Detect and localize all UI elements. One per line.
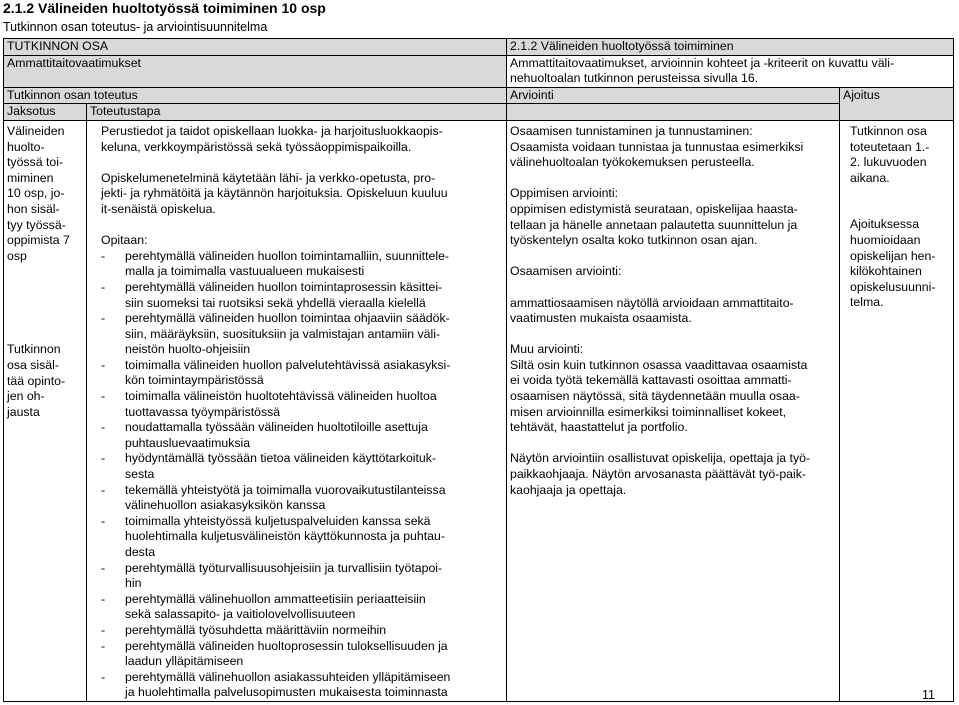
ajoitus-cell <box>840 120 954 701</box>
header-jaksotus: Jaksotus <box>4 104 87 121</box>
list-item: - toimimalla välineistön huoltotehtävissä välineiden huoltoa tuottavassa työympäristössä <box>101 389 503 420</box>
row-section-headers <box>4 87 954 104</box>
page-number: 11 <box>922 688 935 702</box>
header-ajoitus: Ajoitus <box>840 87 954 120</box>
list-item: - perehtymällä välineiden huollon toimintamalliin, suunnittele- malla ja toimimalla vastuualueen mukaisesti <box>101 249 503 280</box>
header-arviointi: Arviointi <box>507 87 840 104</box>
document-title: 2.1.2 Välineiden huoltotyössä toimiminen 10 osp <box>3 0 326 16</box>
list-item: - hyödyntämällä työssään tietoa välineiden käyttötarkoituk- sesta <box>101 451 503 482</box>
opitaan-label: Opitaan: <box>101 233 148 248</box>
header-toteutus: Tutkinnon osan toteutus <box>4 87 507 104</box>
arviointi-muu: Muu arviointi: Siltä osin kuin tutkinnon osassa vaadittavaa osaamista ei voida työtä tekemällä kattavasti osoittaa ammatti- osaamisen näytössä, sitä täydennetään muulla osaa- misen arvioinnilla esimerkiksi toiminnalliset kokeet, tehtävät, haastattelut ja portfolio. <box>510 342 808 435</box>
row-content <box>4 120 954 701</box>
arviointi-osaamisen-label: Osaamisen arviointi: <box>510 264 622 279</box>
list-item: - perehtymällä välineiden huoltoprosessin tuloksellisuuden ja laadun ylläpitämiseen <box>101 639 503 670</box>
ajoitus-p2: Ajoituksessa huomioidaan opiskelijan hen- kilökohtainen opiskelusuunni- telma. <box>850 217 936 310</box>
arviointi-osaamisen: ammattiosaamisen näytöllä arvioidaan ammattitaito- vaatimusten mukaista osaamista. <box>510 295 794 326</box>
tutkinnon-osa-value: 2.1.2 Välineiden huoltotyössä toimiminen <box>507 39 954 56</box>
plan-table <box>3 38 954 702</box>
tutkinnon-osa-label: TUTKINNON OSA <box>4 39 507 56</box>
row-sub-headers <box>4 104 954 121</box>
list-item: - perehtymällä välineiden huollon toimintaprosessin käsittei- siin suomeksi tai ruotsiksi sekä yhdellä vieraalla kielellä <box>101 280 503 311</box>
jaksotus-cell <box>4 120 87 701</box>
jaksotus-part1: Välineiden huolto- työssä toi- miminen 10 osp, jo- hon sisäl- tyy työssä- oppimista 7 osp <box>7 123 70 263</box>
document-subtitle: Tutkinnon osan toteutus- ja arviointisuunnitelma <box>3 20 268 34</box>
list-item: - toimimalla välineiden huollon palvelutehtävissä asiakasyksi- kön toimintaympäristössä <box>101 358 503 389</box>
list-item: - tekemällä yhteistyötä ja toimimalla vuorovaikutustilanteissa välinehuollon asiakasyksikön kanssa <box>101 483 503 514</box>
list-item: - perehtymällä välineiden huollon toimintaa ohjaaviin säädök- siin, määräyksiin, suosituksiin ja valmistajan antamiin väli- neistön huolto-ohjeisiin <box>101 311 503 358</box>
ammattitaitovaatimukset-label: Ammattitaitovaatimukset <box>4 55 507 87</box>
row-ammattitaitovaatimukset <box>4 55 954 87</box>
toteutustapa-p1: Perustiedot ja taidot opiskellaan luokka- ja harjoitusluokkaopis- keluna, verkkoympäristössä sekä työssäoppimispaikoilla. <box>101 123 443 154</box>
list-item: - perehtymällä työsuhdetta määrittäviin normeihin <box>101 623 503 639</box>
header-toteutustapa: Toteutustapa <box>87 104 507 121</box>
list-item: - perehtymällä välinehuollon asiakassuhteiden ylläpitämiseen ja huolehtimalla palvelusopimusten mukaisesta toiminnasta <box>101 670 503 701</box>
toteutustapa-cell <box>87 120 507 701</box>
list-item: - noudattamalla työssään välineiden huoltotiloille asettuja puhtausluevaatimuksia <box>101 420 503 451</box>
header-arviointi-blank <box>507 104 840 121</box>
list-item: - perehtymällä välinehuollon ammatteetisiin periaatteisiin sekä salassapito- ja vaitiolovelvollisuuteen <box>101 592 503 623</box>
arviointi-cell <box>507 120 840 701</box>
row-tutkinnon-osa <box>4 39 954 56</box>
arviointi-oppimisen: Oppimisen arviointi: oppimisen edistymistä seurataan, opiskelijaa haasta- tellaan ja hänelle annetaan palautetta suunnittelun ja työskentelyn osalta koko tutkinnon osan ajan. <box>510 186 798 248</box>
ajoitus-p1: Tutkinnon osa toteutetaan 1.- 2. lukuvuoden aikana. <box>850 123 930 185</box>
arviointi-tunnistaminen: Osaamisen tunnistaminen ja tunnustaminen: Osaamista voidaan tunnistaa ja tunnustaa esimerkiksi välinehuoltoalan työkokemuksen perusteella. <box>510 123 804 170</box>
arviointi-osallistujat: Näytön arviointiin osallistuvat opiskelija, opettaja ja työ- paikkaohjaaja. Näytön arvosanasta päättävät työ-paik- kaohjaaja ja opettaja. <box>510 451 811 497</box>
ammattitaitovaatimukset-value: Ammattitaitovaatimukset, arvioinnin kohteet ja -kriteerit on kuvattu väli- nehuoltoalan tutkinnon perusteissa sivulla 16. <box>507 55 954 87</box>
list-item: - toimimalla yhteistyössä kuljetuspalveluiden kanssa sekä huolehtimalla kuljetusvälineistön käyttökunnosta ja puhtau- desta <box>101 514 503 561</box>
opitaan-list <box>101 249 503 701</box>
jaksotus-part2: Tutkinnon osa sisäl- tää opinto- jen oh- jausta <box>7 342 66 419</box>
list-item: - perehtymällä työturvallisuusohjeisiin ja turvallisiin työtapoi- hin <box>101 561 503 592</box>
toteutustapa-p2: Opiskelumenetelminä käytetään lähi- ja verkko-opetusta, pro- jekti- ja ryhmätöitä ja käytännön harjoituksia. Opiskeluun kuuluu it-senäistä opiskelua. <box>101 170 448 216</box>
